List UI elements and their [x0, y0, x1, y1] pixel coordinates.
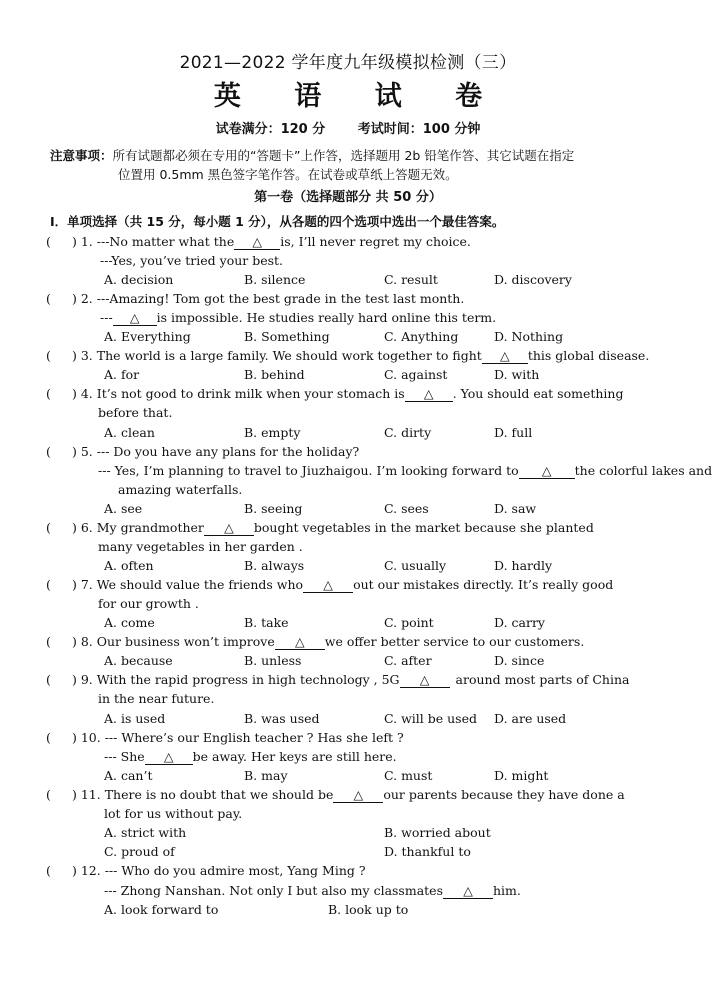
answer-paren[interactable]: ( — [46, 672, 51, 687]
option-b[interactable]: B. worried about — [384, 825, 491, 840]
full-score: 试卷满分：120 分 — [215, 122, 326, 137]
option-c[interactable]: C. will be used — [384, 711, 477, 726]
option-a[interactable]: A. is used — [104, 711, 166, 726]
question-line: --- Yes, I’m planning to travel to Jiuzhaigou. I’m looking forward to △ the colorful lakes and — [98, 463, 712, 478]
question-line: lot for us without pay. — [104, 806, 243, 821]
option-a[interactable]: A. see — [104, 501, 143, 516]
answer-paren[interactable]: ( — [46, 577, 51, 592]
option-c[interactable]: C. usually — [384, 558, 447, 573]
question-stem: ) 9. With the rapid progress in high technology , 5G △ around most parts of China — [72, 672, 630, 687]
answer-blank: △ — [204, 521, 254, 536]
option-d[interactable]: D. discovery — [494, 272, 572, 287]
option-a[interactable]: A. for — [104, 367, 140, 382]
question-line: --- △ is impossible. He studies really hard online this term. — [100, 310, 497, 325]
option-c[interactable]: C. against — [384, 367, 448, 382]
question-stem: ) 11. There is no doubt that we should be △ our parents because they have done a — [72, 787, 625, 802]
exam-time: 考试时间：100 分钟 — [357, 122, 481, 137]
section-title: Ⅰ．单项选择（共 15 分，每小题 1 分），从各题的四个选项中选出一个最佳答案。 — [50, 214, 505, 229]
option-c[interactable]: C. Anything — [384, 329, 459, 344]
answer-paren[interactable]: ( — [46, 348, 51, 363]
option-b[interactable]: B. silence — [244, 272, 306, 287]
option-a[interactable]: A. decision — [104, 272, 174, 287]
question-line: in the near future. — [98, 691, 215, 706]
option-a[interactable]: A. strict with — [104, 825, 187, 840]
answer-paren[interactable]: ( — [46, 386, 51, 401]
option-d[interactable]: D. might — [494, 768, 549, 783]
question-stem: ) 1. ---No matter what the △ is, I’ll never regret my choice. — [72, 234, 471, 249]
option-b[interactable]: B. always — [244, 558, 305, 573]
exam-info — [0, 118, 696, 137]
option-c[interactable]: C. dirty — [384, 425, 432, 440]
part-title: 第一卷（选择题部分 共 50 分） — [254, 190, 442, 205]
option-d[interactable]: D. full — [494, 425, 533, 440]
answer-paren[interactable]: ( — [46, 234, 51, 249]
notice-text-1: 所有试题都必须在专用的“答题卡”上作答，选择题用 2b 铅笔作答、其它试题在指定 — [112, 148, 575, 163]
option-d[interactable]: D. Nothing — [494, 329, 564, 344]
question-line: many vegetables in her garden . — [98, 539, 303, 554]
notice-label: 注意事项： — [50, 148, 113, 163]
subject-title: 英 语 试 卷 — [213, 81, 505, 112]
answer-paren[interactable]: ( — [46, 863, 51, 878]
answer-paren[interactable]: ( — [46, 291, 51, 306]
answer-paren[interactable]: ( — [46, 730, 51, 745]
option-d[interactable]: D. hardly — [494, 558, 553, 573]
notice-text-2: 位置用 0.5mm 黑色签字笔作答。在试卷或草纸上答题无效。 — [118, 167, 458, 182]
option-d[interactable]: D. carry — [494, 615, 545, 630]
option-a[interactable]: A. Everything — [104, 329, 191, 344]
answer-blank: △ — [482, 349, 528, 364]
answer-blank: △ — [303, 578, 353, 593]
question-stem: ) 10. --- Where’s our English teacher ? Has she left ? — [72, 730, 404, 745]
option-a[interactable]: A. come — [104, 615, 155, 630]
option-a[interactable]: A. because — [104, 653, 173, 668]
option-b[interactable]: B. may — [244, 768, 288, 783]
answer-blank: △ — [400, 673, 450, 688]
question-stem: ) 5. --- Do you have any plans for the holiday? — [72, 444, 360, 459]
option-c[interactable]: C. after — [384, 653, 432, 668]
option-d[interactable]: D. thankful to — [384, 844, 471, 859]
answer-blank: △ — [519, 464, 575, 479]
question-stem: ) 2. ---Amazing! Tom got the best grade in the test last month. — [72, 291, 465, 306]
option-c[interactable]: C. proud of — [104, 844, 175, 859]
answer-blank: △ — [234, 235, 280, 250]
option-d[interactable]: D. saw — [494, 501, 537, 516]
answer-paren[interactable]: ( — [46, 520, 51, 535]
question-line: amazing waterfalls. — [118, 482, 243, 497]
question-stem: ) 8. Our business won’t improve △ we offer better service to our customers. — [72, 634, 585, 649]
exam-title: 2021—2022 学年度九年级模拟检测（三） — [179, 53, 517, 73]
option-c[interactable]: C. result — [384, 272, 438, 287]
option-b[interactable]: B. unless — [244, 653, 302, 668]
option-b[interactable]: B. look up to — [328, 902, 409, 917]
option-d[interactable]: D. since — [494, 653, 545, 668]
question-stem: ) 6. My grandmother △ bought vegetables in the market because she planted — [72, 520, 594, 535]
question-line: --- She △ be away. Her keys are still here. — [104, 749, 397, 764]
option-d[interactable]: D. are used — [494, 711, 567, 726]
question-line: --- Zhong Nanshan. Not only I but also my classmates △ him. — [104, 883, 521, 898]
question-stem: ) 12. --- Who do you admire most, Yang Ming ? — [72, 863, 366, 878]
option-c[interactable]: C. must — [384, 768, 433, 783]
option-a[interactable]: A. can’t — [104, 768, 153, 783]
question-stem: ) 3. The world is a large family. We should work together to fight △ this global disease. — [72, 348, 650, 363]
answer-blank: △ — [113, 311, 157, 326]
answer-blank: △ — [275, 635, 325, 650]
option-b[interactable]: B. Something — [244, 329, 330, 344]
option-d[interactable]: D. with — [494, 367, 540, 382]
answer-blank: △ — [333, 788, 383, 803]
option-a[interactable]: A. look forward to — [104, 902, 219, 917]
answer-paren[interactable]: ( — [46, 787, 51, 802]
answer-blank: △ — [443, 884, 493, 899]
option-a[interactable]: A. often — [104, 558, 154, 573]
question-line: for our growth . — [98, 596, 199, 611]
option-b[interactable]: B. behind — [244, 367, 305, 382]
option-b[interactable]: B. seeing — [244, 501, 303, 516]
answer-blank: △ — [405, 387, 453, 402]
question-line: before that. — [98, 405, 173, 420]
option-c[interactable]: C. point — [384, 615, 434, 630]
question-stem: ) 7. We should value the friends who △ out our mistakes directly. It’s really good — [72, 577, 614, 592]
option-c[interactable]: C. sees — [384, 501, 429, 516]
question-stem: ) 4. It’s not good to drink milk when your stomach is △ . You should eat something — [72, 386, 624, 401]
answer-blank: △ — [145, 750, 193, 765]
option-b[interactable]: B. was used — [244, 711, 320, 726]
answer-paren[interactable]: ( — [46, 444, 51, 459]
option-b[interactable]: B. empty — [244, 425, 301, 440]
notice — [50, 146, 650, 184]
option-a[interactable]: A. clean — [104, 425, 155, 440]
option-b[interactable]: B. take — [244, 615, 289, 630]
answer-paren[interactable]: ( — [46, 634, 51, 649]
question-line: ---Yes, you’ve tried your best. — [100, 253, 284, 268]
